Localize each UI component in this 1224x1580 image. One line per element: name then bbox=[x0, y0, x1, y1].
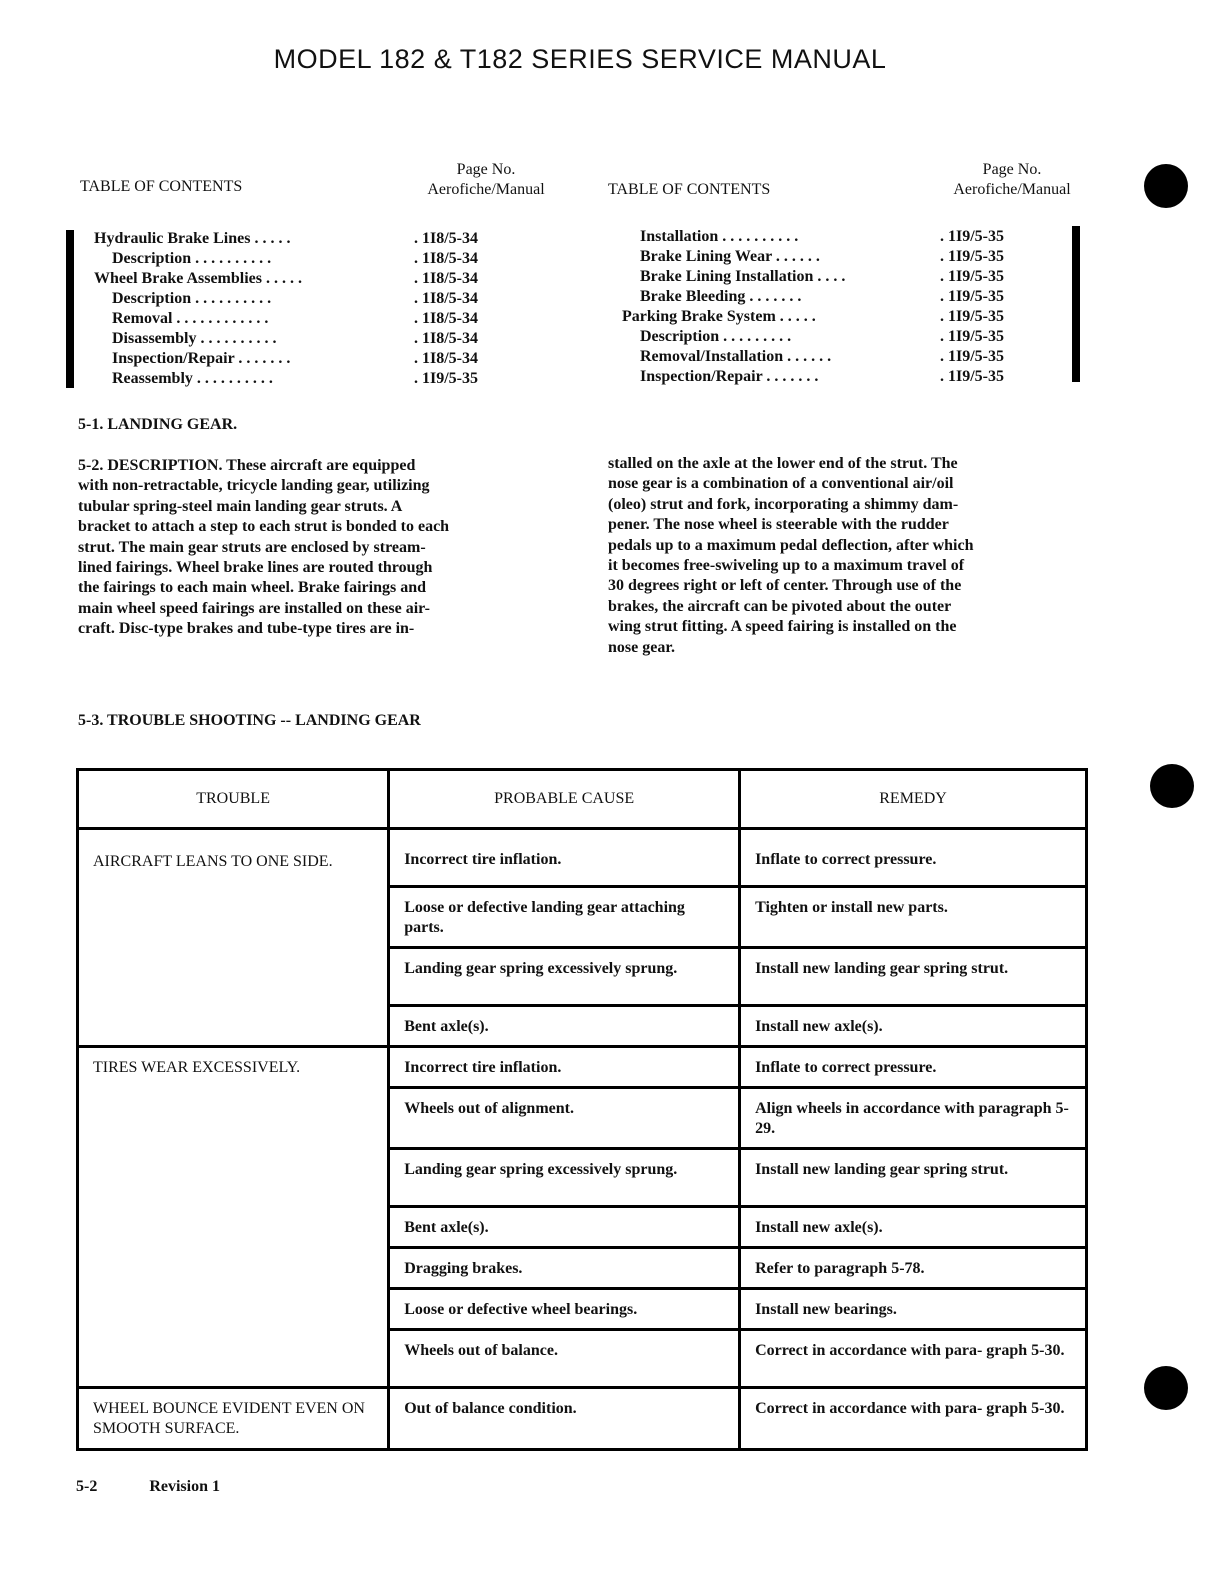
cause-cell: Wheels out of alignment. bbox=[389, 1088, 740, 1149]
table-row bbox=[78, 1047, 1087, 1088]
toc-right-page: . 1I9/5-35 bbox=[940, 348, 1004, 365]
toc-right-page: . 1I9/5-35 bbox=[940, 228, 1004, 245]
trouble-cell: AIRCRAFT LEANS TO ONE SIDE. bbox=[78, 829, 389, 1047]
trouble-cell: WHEEL BOUNCE EVIDENT EVEN ON SMOOTH SURFACE. bbox=[78, 1388, 389, 1450]
text-line: nose gear is a combination of a conventional air/oil bbox=[608, 475, 954, 493]
table-header-row bbox=[78, 770, 1087, 829]
toc-left-page: . 1I8/5-34 bbox=[414, 330, 478, 347]
cause-cell: Wheels out of balance. bbox=[389, 1330, 740, 1388]
text-line: 5-2. DESCRIPTION. These aircraft are equipped bbox=[78, 457, 416, 474]
remedy-cell: Tighten or install new parts. bbox=[740, 887, 1087, 948]
remedy-cell: Install new axle(s). bbox=[740, 1006, 1087, 1047]
cause-cell: Loose or defective wheel bearings. bbox=[389, 1289, 740, 1330]
remedy-cell: Refer to paragraph 5-78. bbox=[740, 1248, 1087, 1289]
cause-cell: Landing gear spring excessively sprung. bbox=[389, 1149, 740, 1207]
table-row bbox=[78, 1388, 1087, 1450]
trouble-cell: TIRES WEAR EXCESSIVELY. bbox=[78, 1047, 389, 1388]
text-line: pedals up to a maximum pedal deflection, after which bbox=[608, 536, 974, 554]
toc-right-heading: TABLE OF CONTENTS bbox=[608, 181, 771, 198]
toc-left-page: . 1I8/5-34 bbox=[414, 310, 478, 327]
text-line: tubular spring-steel main landing gear struts. A bbox=[78, 497, 403, 515]
page-title: MODEL 182 & T182 SERIES SERVICE MANUAL bbox=[273, 44, 887, 74]
footer-revision: Revision 1 bbox=[149, 1478, 220, 1495]
toc-right-page: . 1I9/5-35 bbox=[940, 268, 1004, 285]
toc-left-page-sub: Aerofiche/Manual bbox=[427, 181, 545, 198]
cause-cell: Loose or defective landing gear attaching parts. bbox=[389, 887, 740, 948]
text-line: it becomes free-swiveling up to a maximum travel of bbox=[608, 557, 965, 575]
text-line: brakes, the aircraft can be pivoted about the outer bbox=[608, 597, 952, 615]
cause-cell: Incorrect tire inflation. bbox=[389, 829, 740, 887]
toc-left-page: . 1I9/5-35 bbox=[414, 370, 478, 387]
binder-hole-marker-middle bbox=[1150, 764, 1194, 808]
cause-cell: Out of balance condition. bbox=[389, 1388, 740, 1450]
toc-right-page: . 1I9/5-35 bbox=[940, 288, 1004, 305]
change-bar-right bbox=[1072, 226, 1080, 382]
toc-right-entry: Removal/Installation . . . . . . bbox=[640, 348, 832, 365]
troubleshooting-table bbox=[76, 768, 1088, 1451]
text-line: lined fairings. Wheel brake lines are routed through bbox=[78, 559, 433, 577]
table-row bbox=[78, 829, 1087, 887]
remedy-cell: Install new landing gear spring strut. bbox=[740, 948, 1087, 1006]
cause-cell: Landing gear spring excessively sprung. bbox=[389, 948, 740, 1006]
toc-left-entry: Description . . . . . . . . . . bbox=[112, 290, 272, 307]
text-line: stalled on the axle at the lower end of the strut. The bbox=[608, 455, 958, 472]
toc-left-entry: Reassembly . . . . . . . . . . bbox=[112, 370, 273, 387]
toc-right-entry: Parking Brake System . . . . . bbox=[622, 308, 816, 325]
header-trouble: TROUBLE bbox=[78, 770, 389, 829]
cause-cell: Bent axle(s). bbox=[389, 1006, 740, 1047]
toc-right-page-sub: Aerofiche/Manual bbox=[953, 181, 1071, 198]
remedy-cell: Install new axle(s). bbox=[740, 1207, 1087, 1248]
text-line: (oleo) strut and fork, incorporating a shimmy dam- bbox=[608, 495, 959, 513]
text-line: nose gear. bbox=[608, 638, 675, 656]
header-remedy: REMEDY bbox=[740, 770, 1087, 829]
toc-right-entry: Inspection/Repair . . . . . . . bbox=[640, 368, 819, 385]
toc-left-page: . 1I8/5-34 bbox=[414, 230, 478, 247]
toc-right-page-heading bbox=[932, 160, 1092, 200]
toc-left-entry: Wheel Brake Assemblies . . . . . bbox=[94, 270, 302, 287]
toc-left-page: . 1I8/5-34 bbox=[414, 290, 478, 307]
text-line: strut. The main gear struts are enclosed by stream- bbox=[78, 538, 426, 556]
text-line: 30 degrees right or left of center. Through use of the bbox=[608, 577, 962, 595]
section-heading-5-1: 5-1. LANDING GEAR. bbox=[78, 416, 238, 433]
remedy-cell: Correct in accordance with para- graph 5-30. bbox=[740, 1330, 1087, 1388]
toc-left-entry: Inspection/Repair . . . . . . . bbox=[112, 350, 291, 367]
toc-left-entry: Disassembly . . . . . . . . . . bbox=[112, 330, 277, 347]
cause-cell: Incorrect tire inflation. bbox=[389, 1047, 740, 1088]
toc-right-page-no: Page No. bbox=[982, 161, 1042, 178]
toc-right-page: . 1I9/5-35 bbox=[940, 308, 1004, 325]
toc-right-page: . 1I9/5-35 bbox=[940, 368, 1004, 385]
cause-cell: Dragging brakes. bbox=[389, 1248, 740, 1289]
page-footer bbox=[76, 1478, 220, 1496]
toc-left-page: . 1I8/5-34 bbox=[414, 270, 478, 287]
toc-left-page-heading bbox=[406, 160, 566, 200]
description-column-left bbox=[78, 456, 570, 640]
text-line: craft. Disc-type brakes and tube-type tires are in- bbox=[78, 620, 415, 638]
toc-right-entry: Brake Bleeding . . . . . . . bbox=[640, 288, 802, 305]
toc-left-page: . 1I8/5-34 bbox=[414, 250, 478, 267]
cause-cell: Bent axle(s). bbox=[389, 1207, 740, 1248]
toc-right-entry: Description . . . . . . . . . bbox=[640, 328, 792, 345]
text-line: bracket to attach a step to each strut is bonded to each bbox=[78, 518, 450, 536]
toc-left-entry: Description . . . . . . . . . . bbox=[112, 250, 272, 267]
toc-left-page: . 1I8/5-34 bbox=[414, 350, 478, 367]
remedy-cell: Inflate to correct pressure. bbox=[740, 829, 1087, 887]
remedy-cell: Align wheels in accordance with paragraph 5-29. bbox=[740, 1088, 1087, 1149]
footer-page-number: 5-2 bbox=[76, 1478, 98, 1495]
toc-left-heading: TABLE OF CONTENTS bbox=[80, 178, 243, 195]
text-line: wing strut fitting. A speed fairing is installed on the bbox=[608, 618, 957, 636]
text-line: main wheel speed fairings are installed on these air- bbox=[78, 599, 430, 617]
remedy-cell: Install new landing gear spring strut. bbox=[740, 1149, 1087, 1207]
toc-left-entry: Hydraulic Brake Lines . . . . . bbox=[94, 230, 291, 247]
binder-hole-marker-bottom bbox=[1144, 1366, 1188, 1410]
remedy-cell: Install new bearings. bbox=[740, 1289, 1087, 1330]
section-heading-5-3: 5-3. TROUBLE SHOOTING -- LANDING GEAR bbox=[78, 712, 421, 729]
header-probable-cause: PROBABLE CAUSE bbox=[389, 770, 740, 829]
text-line: pener. The nose wheel is steerable with the rudder bbox=[608, 516, 949, 534]
toc-left-entry: Removal . . . . . . . . . . . . bbox=[112, 310, 269, 327]
remedy-cell: Inflate to correct pressure. bbox=[740, 1047, 1087, 1088]
toc-left-page-no: Page No. bbox=[456, 161, 516, 178]
change-bar-left bbox=[66, 230, 74, 388]
toc-right-entry: Installation . . . . . . . . . . bbox=[640, 228, 799, 245]
toc-right-entry: Brake Lining Wear . . . . . . bbox=[640, 248, 820, 265]
toc-right-page: . 1I9/5-35 bbox=[940, 248, 1004, 265]
description-column-right bbox=[608, 454, 1100, 658]
text-line: with non-retractable, tricycle landing gear, utilizing bbox=[78, 477, 430, 495]
toc-right-entry: Brake Lining Installation . . . . bbox=[640, 268, 846, 285]
binder-hole-marker-top bbox=[1144, 164, 1188, 208]
text-line: the fairings to each main wheel. Brake fairings and bbox=[78, 579, 426, 597]
remedy-cell: Correct in accordance with para- graph 5-30. bbox=[740, 1388, 1087, 1450]
toc-right-page: . 1I9/5-35 bbox=[940, 328, 1004, 345]
